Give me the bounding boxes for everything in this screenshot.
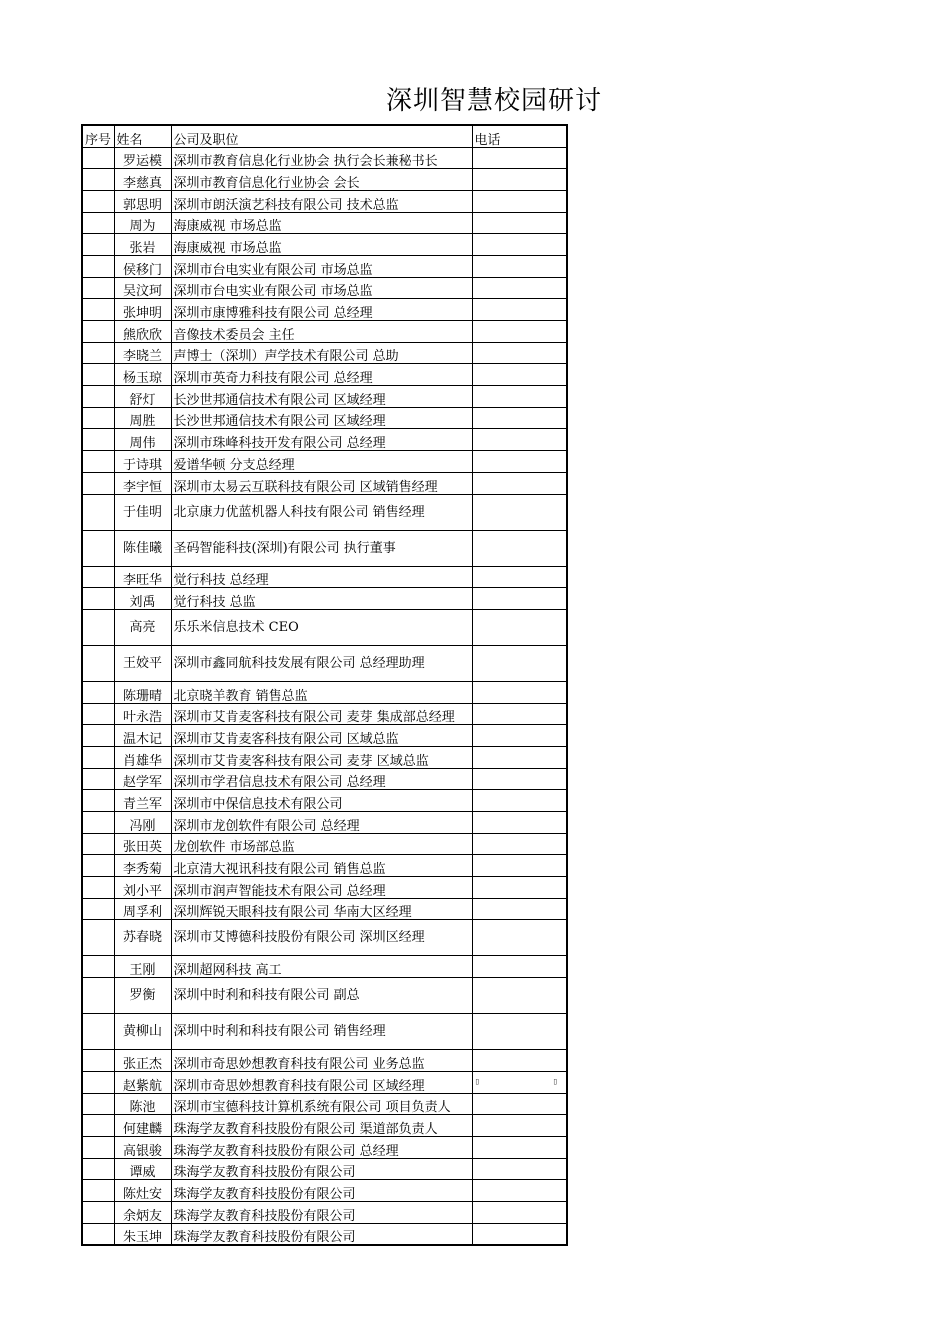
cell-name[interactable]: 朱玉坤	[114, 1223, 171, 1245]
cell-company[interactable]	[171, 472, 472, 494]
table-row	[82, 1071, 567, 1093]
cell-company[interactable]	[171, 147, 472, 169]
cell-name[interactable]: 罗衡	[114, 978, 171, 1014]
cell-company[interactable]	[171, 746, 472, 768]
cell-phone[interactable]	[472, 299, 567, 321]
cell-company[interactable]	[171, 1136, 472, 1158]
table-row	[82, 530, 567, 566]
cell-name[interactable]: 温木记	[114, 725, 171, 747]
table-row	[82, 645, 567, 681]
cell-seq[interactable]	[82, 1050, 114, 1072]
cell-phone[interactable]	[472, 1014, 567, 1050]
cell-company[interactable]	[171, 588, 472, 610]
cell-company-text: 觉行科技 总监	[173, 594, 256, 610]
cell-name[interactable]: 于佳明	[114, 494, 171, 530]
table-row	[82, 1093, 567, 1115]
cell-name[interactable]: 刘小平	[114, 877, 171, 899]
cell-company-text: 龙创软件 市场部总监	[173, 840, 295, 856]
cell-company[interactable]	[171, 978, 472, 1014]
table-row	[82, 1223, 567, 1245]
cell-seq[interactable]	[82, 978, 114, 1014]
cell-company-text: 深圳市中保信息技术有限公司	[173, 797, 343, 812]
cell-company[interactable]	[171, 530, 472, 566]
cell-company-text: 北京康力优蓝机器人科技有限公司 销售经理	[173, 504, 425, 520]
cell-company[interactable]	[171, 299, 472, 321]
cell-seq[interactable]	[82, 342, 114, 364]
cell-seq[interactable]	[82, 725, 114, 747]
cell-seq[interactable]	[82, 877, 114, 899]
cell-company[interactable]	[171, 1071, 472, 1093]
cell-company-text: 深圳市英奇力科技有限公司 总经理	[173, 371, 373, 387]
cell-company-text: 乐乐米信息技术 CEO	[173, 619, 299, 635]
cell-name[interactable]: 熊欣欣	[114, 321, 171, 343]
cell-company-text: 深圳市奇思妙想教育科技有限公司 业务总监	[173, 1056, 425, 1072]
cell-phone[interactable]	[472, 609, 567, 645]
cell-name[interactable]: 高亮	[114, 609, 171, 645]
cell-name[interactable]: 青兰军	[114, 790, 171, 812]
cell-phone[interactable]	[472, 790, 567, 812]
table-row	[82, 746, 567, 768]
cell-company-text: 北京清大视讯科技有限公司 销售总监	[173, 862, 386, 878]
cell-seq[interactable]	[82, 898, 114, 920]
cell-seq[interactable]	[82, 1093, 114, 1115]
table-row	[82, 407, 567, 429]
header-phone[interactable]: 电话	[472, 125, 567, 147]
cell-phone[interactable]	[472, 342, 567, 364]
cell-seq[interactable]	[82, 451, 114, 473]
cell-company[interactable]	[171, 790, 472, 812]
cell-company[interactable]	[171, 920, 472, 956]
cell-seq[interactable]	[82, 833, 114, 855]
cell-company[interactable]	[171, 703, 472, 725]
table-row	[82, 1158, 567, 1180]
cell-company[interactable]	[171, 855, 472, 877]
cell-phone[interactable]	[472, 768, 567, 790]
cell-seq[interactable]	[82, 790, 114, 812]
cell-company[interactable]	[171, 321, 472, 343]
cell-phone[interactable]	[472, 812, 567, 834]
cell-seq[interactable]	[82, 190, 114, 212]
cell-company-text: 长沙世邦通信技术有限公司 区域经理	[173, 414, 386, 430]
cell-phone[interactable]	[472, 920, 567, 956]
cell-phone[interactable]	[472, 212, 567, 234]
cell-seq[interactable]	[82, 1014, 114, 1050]
cell-seq[interactable]	[82, 1180, 114, 1202]
cell-company-text: 深圳市鑫同航科技发展有限公司 总经理助理	[173, 655, 425, 671]
cell-name[interactable]: 舒灯	[114, 386, 171, 408]
cell-phone[interactable]	[472, 494, 567, 530]
cell-seq[interactable]	[82, 386, 114, 408]
table-row	[82, 1201, 567, 1223]
cell-company-text: 深圳市教育信息化行业协会 执行会长兼秘书长	[173, 154, 438, 170]
table-row	[82, 609, 567, 645]
cell-company-text: 珠海学友教育科技股份有限公司 渠道部负责人	[173, 1121, 438, 1137]
cell-company[interactable]	[171, 833, 472, 855]
table-row	[82, 1180, 567, 1202]
cell-name[interactable]: 李宇恒	[114, 472, 171, 494]
cell-seq[interactable]	[82, 494, 114, 530]
cell-company-text: 海康威视 市场总监	[173, 240, 282, 256]
cell-phone[interactable]	[472, 645, 567, 681]
cell-company-text: 珠海学友教育科技股份有限公司	[173, 1208, 356, 1224]
table-row	[82, 472, 567, 494]
table-row	[82, 978, 567, 1014]
cell-phone[interactable]	[472, 1071, 567, 1093]
cell-phone[interactable]	[472, 725, 567, 747]
cell-seq[interactable]	[82, 588, 114, 610]
cell-name[interactable]: 李秀菊	[114, 855, 171, 877]
cell-phone[interactable]	[472, 234, 567, 256]
table-row	[82, 299, 567, 321]
cell-company[interactable]	[171, 1115, 472, 1137]
cell-company-text: 深圳市台电实业有限公司 市场总监	[173, 262, 373, 278]
cell-company[interactable]	[171, 1223, 472, 1245]
cell-seq[interactable]	[82, 277, 114, 299]
cell-company-text: 深圳市润声智能技术有限公司 总经理	[173, 883, 386, 899]
header-row	[82, 125, 567, 147]
cell-seq[interactable]	[82, 855, 114, 877]
cell-company[interactable]	[171, 429, 472, 451]
cell-company[interactable]	[171, 566, 472, 588]
cell-company-text: 深圳辉锐天眼科技有限公司 华南大区经理	[173, 905, 412, 921]
cell-phone[interactable]	[472, 429, 567, 451]
cell-seq[interactable]	[82, 364, 114, 386]
cell-name[interactable]: 罗运模	[114, 147, 171, 169]
cell-company[interactable]	[171, 1093, 472, 1115]
cell-phone[interactable]	[472, 364, 567, 386]
table-row	[82, 451, 567, 473]
cell-phone[interactable]	[472, 190, 567, 212]
cell-company-text: 珠海学友教育科技股份有限公司 总经理	[173, 1143, 399, 1159]
cell-name[interactable]: 赵学军	[114, 768, 171, 790]
table-row	[82, 812, 567, 834]
cell-company-text: 圣码智能科技(深圳)有限公司 执行董事	[173, 540, 396, 556]
cell-name[interactable]: 张正杰	[114, 1050, 171, 1072]
cell-company[interactable]	[171, 1201, 472, 1223]
cell-company[interactable]	[171, 768, 472, 790]
cell-company[interactable]	[171, 364, 472, 386]
cell-phone[interactable]	[472, 1136, 567, 1158]
cell-company[interactable]	[171, 451, 472, 473]
attendee-table	[81, 124, 568, 1246]
cell-name[interactable]: 陈池	[114, 1093, 171, 1115]
cell-name[interactable]: 何建麟	[114, 1115, 171, 1137]
cell-company-text: 深圳市台电实业有限公司 市场总监	[173, 284, 373, 300]
cell-company[interactable]	[171, 1014, 472, 1050]
cell-phone[interactable]	[472, 255, 567, 277]
table-row	[82, 920, 567, 956]
table-row	[82, 1014, 567, 1050]
cell-seq[interactable]	[82, 1136, 114, 1158]
cell-company[interactable]	[171, 255, 472, 277]
table-row	[82, 234, 567, 256]
cell-company-text: 深圳市艾博德科技股份有限公司 深圳区经理	[173, 930, 425, 946]
cell-name[interactable]: 李慈真	[114, 169, 171, 191]
cell-company-text: 深圳市珠峰科技开发有限公司 总经理	[173, 436, 386, 452]
cell-phone[interactable]	[472, 1201, 567, 1223]
cell-phone[interactable]	[472, 588, 567, 610]
cell-company-text: 深圳市康博雅科技有限公司 总经理	[173, 306, 373, 321]
cell-company[interactable]	[171, 609, 472, 645]
cell-seq[interactable]	[82, 956, 114, 978]
cell-seq[interactable]	[82, 681, 114, 703]
cell-company[interactable]	[171, 877, 472, 899]
cell-phone[interactable]	[472, 407, 567, 429]
cell-company-text: 深圳市奇思妙想教育科技有限公司 区域经理	[173, 1078, 425, 1094]
cell-seq[interactable]	[82, 1071, 114, 1093]
cell-company-text: 深圳市教育信息化行业协会 会长	[173, 175, 360, 191]
cell-phone[interactable]	[472, 1180, 567, 1202]
placeholder-glyph: ▯	[474, 1076, 480, 1087]
cell-name[interactable]: 高银骏	[114, 1136, 171, 1158]
cell-phone[interactable]	[472, 978, 567, 1014]
cell-seq[interactable]	[82, 234, 114, 256]
header-name[interactable]: 姓名	[114, 125, 171, 147]
cell-seq[interactable]	[82, 1223, 114, 1245]
cell-company-text: 深圳市学君信息技术有限公司 总经理	[173, 775, 386, 791]
cell-name[interactable]: 冯刚	[114, 812, 171, 834]
cell-seq[interactable]	[82, 1201, 114, 1223]
cell-company[interactable]	[171, 494, 472, 530]
cell-company-text: 音像技术委员会 主任	[173, 327, 295, 343]
cell-seq[interactable]	[82, 169, 114, 191]
cell-company-text: 深圳市太易云互联科技有限公司 区域销售经理	[173, 479, 438, 495]
cell-name[interactable]: 叶永浩	[114, 703, 171, 725]
cell-phone[interactable]	[472, 169, 567, 191]
table-row	[82, 855, 567, 877]
cell-name[interactable]: 于诗琪	[114, 451, 171, 473]
table-row	[82, 588, 567, 610]
cell-seq[interactable]	[82, 920, 114, 956]
cell-company-text: 珠海学友教育科技股份有限公司	[173, 1165, 356, 1181]
cell-seq[interactable]	[82, 645, 114, 681]
cell-seq[interactable]	[82, 812, 114, 834]
cell-phone[interactable]	[472, 855, 567, 877]
placeholder-glyph: ▯	[552, 1076, 558, 1087]
cell-name[interactable]: 周为	[114, 212, 171, 234]
cell-phone[interactable]	[472, 1093, 567, 1115]
cell-name[interactable]: 周胜	[114, 407, 171, 429]
sheet-title: 深圳智慧校园研讨	[386, 86, 603, 116]
cell-phone[interactable]	[472, 472, 567, 494]
cell-company-text: 爱谱华顿 分支总经理	[173, 457, 295, 473]
table-row	[82, 877, 567, 899]
cell-company[interactable]	[171, 725, 472, 747]
cell-company[interactable]	[171, 681, 472, 703]
cell-name[interactable]: 肖雄华	[114, 746, 171, 768]
cell-company-text: 深圳市艾肯麦客科技有限公司 麦芽 区域总监	[173, 753, 429, 769]
cell-phone[interactable]	[472, 833, 567, 855]
table-row	[82, 681, 567, 703]
cell-seq[interactable]	[82, 147, 114, 169]
table-row	[82, 956, 567, 978]
table-row	[82, 1136, 567, 1158]
cell-company-text: 深圳市宝德科技计算机系统有限公司 项目负责人	[173, 1100, 451, 1116]
table-row	[82, 147, 567, 169]
cell-name[interactable]: 侯移门	[114, 255, 171, 277]
cell-seq[interactable]	[82, 472, 114, 494]
cell-seq[interactable]	[82, 407, 114, 429]
table-row	[82, 277, 567, 299]
cell-name[interactable]: 陈珊晴	[114, 681, 171, 703]
table-row	[82, 190, 567, 212]
cell-seq[interactable]	[82, 1115, 114, 1137]
cell-company[interactable]	[171, 212, 472, 234]
cell-company-text: 珠海学友教育科技股份有限公司	[173, 1186, 356, 1202]
cell-name[interactable]: 张岩	[114, 234, 171, 256]
cell-phone[interactable]	[472, 1158, 567, 1180]
header-seq[interactable]: 序号	[82, 125, 114, 147]
cell-phone[interactable]	[472, 147, 567, 169]
cell-name[interactable]: 李晓兰	[114, 342, 171, 364]
table-row	[82, 386, 567, 408]
cell-seq[interactable]	[82, 566, 114, 588]
cell-company[interactable]	[171, 898, 472, 920]
table-row	[82, 169, 567, 191]
cell-name[interactable]: 王姣平	[114, 645, 171, 681]
table-row	[82, 212, 567, 234]
cell-name[interactable]: 余炳友	[114, 1201, 171, 1223]
cell-seq[interactable]	[82, 768, 114, 790]
table-row	[82, 321, 567, 343]
cell-phone[interactable]	[472, 386, 567, 408]
cell-seq[interactable]	[82, 703, 114, 725]
cell-seq[interactable]	[82, 746, 114, 768]
cell-company-text: 深圳中时利和科技有限公司 销售经理	[173, 1024, 386, 1040]
table-row	[82, 566, 567, 588]
table-row	[82, 429, 567, 451]
cell-phone[interactable]	[472, 321, 567, 343]
cell-name[interactable]: 周伟	[114, 429, 171, 451]
cell-phone[interactable]	[472, 681, 567, 703]
table-row	[82, 494, 567, 530]
cell-company[interactable]	[171, 342, 472, 364]
table-row	[82, 255, 567, 277]
cell-phone[interactable]	[472, 1223, 567, 1245]
cell-company[interactable]	[171, 190, 472, 212]
cell-phone[interactable]	[472, 530, 567, 566]
cell-company-text: 深圳超网科技 高工	[173, 963, 282, 979]
cell-company-text: 深圳市艾肯麦客科技有限公司 麦芽 集成部总经理	[173, 710, 455, 726]
cell-company-text: 深圳市艾肯麦客科技有限公司 区域总监	[173, 731, 399, 747]
cell-company-text: 珠海学友教育科技股份有限公司	[173, 1229, 356, 1245]
cell-company-text: 深圳中时利和科技有限公司 副总	[173, 988, 360, 1004]
table-row	[82, 898, 567, 920]
cell-name[interactable]: 周孚利	[114, 898, 171, 920]
cell-seq[interactable]	[82, 1158, 114, 1180]
cell-name[interactable]: 李旺华	[114, 566, 171, 588]
table-row	[82, 364, 567, 386]
cell-company[interactable]	[171, 407, 472, 429]
cell-phone[interactable]	[472, 703, 567, 725]
cell-seq[interactable]	[82, 429, 114, 451]
table-row	[82, 342, 567, 364]
cell-company[interactable]	[171, 1158, 472, 1180]
cell-name[interactable]: 郭思明	[114, 190, 171, 212]
cell-seq[interactable]	[82, 609, 114, 645]
cell-company[interactable]	[171, 386, 472, 408]
cell-company[interactable]	[171, 169, 472, 191]
table-row	[82, 725, 567, 747]
table-row	[82, 1050, 567, 1072]
table-row	[82, 703, 567, 725]
cell-name[interactable]: 吴汶珂	[114, 277, 171, 299]
cell-phone[interactable]	[472, 566, 567, 588]
cell-company-text: 深圳市龙创软件有限公司 总经理	[173, 818, 360, 834]
cell-name[interactable]: 王刚	[114, 956, 171, 978]
cell-name[interactable]: 杨玉琼	[114, 364, 171, 386]
cell-name[interactable]: 刘禹	[114, 588, 171, 610]
table-row	[82, 1115, 567, 1137]
cell-company-text: 长沙世邦通信技术有限公司 区域经理	[173, 392, 386, 408]
cell-company-text: 北京晓羊教育 销售总监	[173, 688, 308, 704]
cell-company[interactable]	[171, 1180, 472, 1202]
cell-seq[interactable]	[82, 321, 114, 343]
cell-phone[interactable]	[472, 746, 567, 768]
table-row	[82, 833, 567, 855]
cell-phone[interactable]	[472, 277, 567, 299]
cell-name[interactable]: 陈灶安	[114, 1180, 171, 1202]
cell-phone[interactable]	[472, 877, 567, 899]
cell-phone[interactable]	[472, 956, 567, 978]
cell-phone[interactable]	[472, 898, 567, 920]
table-row	[82, 790, 567, 812]
cell-phone[interactable]	[472, 1050, 567, 1072]
cell-name[interactable]: 苏春晓	[114, 920, 171, 956]
cell-seq[interactable]	[82, 212, 114, 234]
cell-name[interactable]: 谭威	[114, 1158, 171, 1180]
cell-name[interactable]: 赵紫航	[114, 1071, 171, 1093]
cell-name[interactable]: 张坤明	[114, 299, 171, 321]
cell-name[interactable]: 陈佳曦	[114, 530, 171, 566]
cell-company[interactable]	[171, 234, 472, 256]
cell-seq[interactable]	[82, 299, 114, 321]
cell-phone[interactable]	[472, 451, 567, 473]
cell-phone[interactable]	[472, 1115, 567, 1137]
cell-company-text: 觉行科技 总经理	[173, 573, 269, 589]
cell-name[interactable]: 黄柳山	[114, 1014, 171, 1050]
cell-seq[interactable]	[82, 255, 114, 277]
cell-seq[interactable]	[82, 530, 114, 566]
cell-company[interactable]	[171, 956, 472, 978]
cell-company[interactable]	[171, 645, 472, 681]
cell-company-text: 深圳市朗沃演艺科技有限公司 技术总监	[173, 197, 399, 213]
cell-name[interactable]: 张田英	[114, 833, 171, 855]
cell-company[interactable]	[171, 812, 472, 834]
header-company[interactable]: 公司及职位	[171, 125, 472, 147]
cell-company[interactable]	[171, 1050, 472, 1072]
table-row	[82, 768, 567, 790]
cell-company[interactable]	[171, 277, 472, 299]
cell-company-text: 海康威视 市场总监	[173, 219, 282, 235]
cell-company-text: 声博士（深圳）声学技术有限公司 总助	[173, 349, 399, 365]
